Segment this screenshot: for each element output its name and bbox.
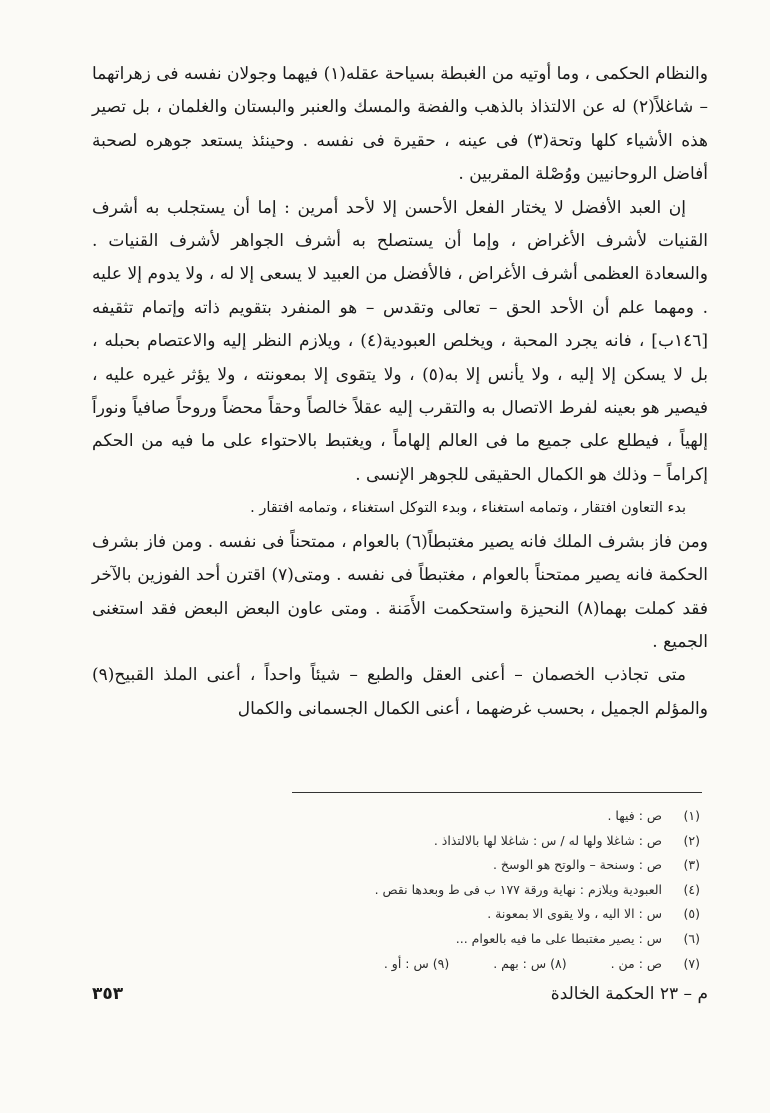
footnote <box>150 902 700 927</box>
paragraph-5: متى تجاذب الخصمان – أعنى العقل والطبع – شيئاً واحداً ، أعنى الملذ القبيح(٩) والمؤلم الجميل ، بحسب غرضهما ، أعنى الكمال الجسمانى والكمال <box>92 665 708 719</box>
footnote-number: (٩) <box>432 955 450 971</box>
footnote-number: (٣) <box>683 857 700 873</box>
footnotes <box>150 804 700 976</box>
footnote-text: ص : فيها . <box>607 808 663 823</box>
footnote-text: ص : من . <box>610 955 663 971</box>
footnote <box>150 927 700 952</box>
footnote-text: س : الا اليه ، ولا يقوى الا بمعونة . <box>487 906 663 922</box>
main-text <box>92 58 708 726</box>
footnote <box>150 853 700 878</box>
footnote-number: (٤) <box>683 881 700 897</box>
footnote <box>150 878 700 903</box>
footnote-combined-line <box>150 952 700 977</box>
footnote-text: س : أو . <box>383 955 429 971</box>
paragraph-3: بدء التعاون افتقار ، وتمامه استغناء ، وبدء التوكل استغناء ، وتمامه افتقار . <box>250 500 686 517</box>
footnote <box>150 804 700 829</box>
paragraph-1: والنظام الحكمى ، وما أوتيه من الغبطة بسياحة عقله(١) فيهما وجولان نفسه فى زهراتهما – شاغلاً(٢) له عن الالتذاذ بالذهب والفضة والمسك والعنبر والبستان والغلمان ، بل تصير هذه الأشياء كلها وتحة(٣) فى عينه ، حقيرة فى نفسه . وحينئذ يستعد جوهره لصحبة أفاضل الروحانيين ووُصْلة المقربين . <box>92 64 709 185</box>
footnote-number: (٥) <box>683 906 700 922</box>
page-footer <box>92 984 708 1014</box>
footnote-text: العبودية ويلازم : نهاية ورقة ١٧٧ ب فى ط وبعدها نقص . <box>374 881 663 897</box>
paragraph-2: إن العبد الأفضل لا يختار الفعل الأحسن إلا لأحد أمرين : إما أن يستجلب به أشرف القنيات لأشرف الأغراض ، وإما أن يستصلح به أشرف الجواهر لأشرف القنيات . والسعادة العظمى أشرف الأغراض ، فالأفضل من العبيد لا يسعى إلا له ، ولا يدوم إلا عليه . ومهما علم أن الأحد الحق – تعالى وتقدس – هو المنفرد بتقويم ذاته وإتمام تثقيفه [١٤٦ب] ، فانه يجرد المحبة ، ويخلص العبودية(٤) ، ويلازم النظر إليه والاعتصام بحبله ، بل لا يسكن إلا إليه ، ولا يأنس إلا به(٥) ، ولا يتقوى إلا بمعونته ، ولا يؤثر غيره عليه ، فيصير هو بعينه لفرط الاتصال به والتقرب إليه عقلاً خالصاً وحقاً محضاً وروحاً صافياً ونوراً إلهياً ، فيطلع على جميع ما فى العالم إلهاماً ، ويغتبط بالاحتواء على ما فيه من الحكم إكراماً – وذلك هو الكمال الحقيقى للجوهر الإنسى . <box>92 197 708 485</box>
footnote-number: (٨) <box>550 955 567 971</box>
footnote-text: ص : وسنحة – والوتح هو الوسخ . <box>492 857 663 873</box>
footnote-number: (١) <box>683 808 700 823</box>
footnote-text: س : يصير مغتبطا على ما فيه بالعوام ... <box>455 930 663 946</box>
footnote-number: (٦) <box>683 930 700 946</box>
running-head: م – ٢٣ الحكمة الخالدة <box>550 984 708 1004</box>
footnote <box>150 829 700 854</box>
footnote-text: ص : شاغلا ولها له / س : شاغلا لها بالالتذاذ . <box>433 832 663 848</box>
footnote-divider <box>292 792 702 793</box>
footnote-number: (٧) <box>683 955 700 971</box>
footnote-number: (٢) <box>683 832 700 848</box>
paragraph-4: ومن فاز بشرف الملك فانه يصير مغتبطاً(٦) بالعوام ، ممتحناً فى نفسه . ومن فاز بشرف الحكمة فانه يصير ممتحناً بالعوام ، مغتبطاً فى نفسه . ومتى(٧) اقترن أحد الفوزين بالآخر فقد كملت بهما(٨) النحيزة واستحكمت الأَمَنة . ومتى عاون البعض البعض فقد استغنى الجميع . <box>92 531 708 652</box>
page-number: ٣٥٣ <box>92 984 124 1004</box>
footnote-text: س : بهم . <box>493 955 547 971</box>
